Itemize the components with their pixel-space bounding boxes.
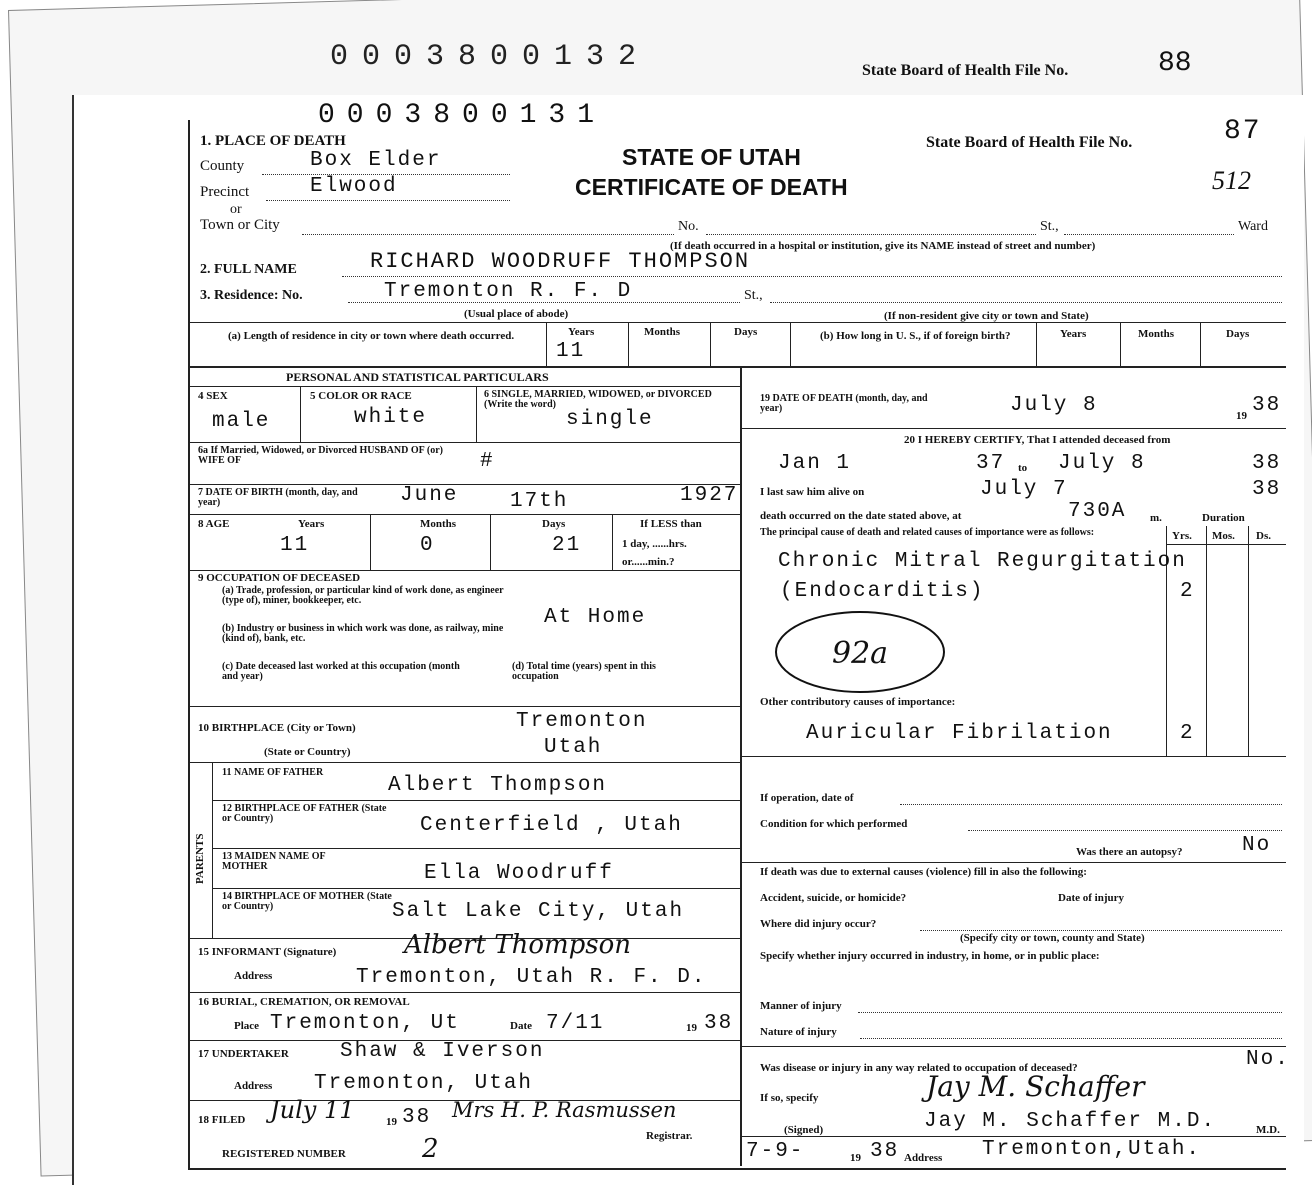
registrar-signature: Mrs H. P. Rasmussen xyxy=(452,1098,677,1122)
back-file-label: State Board of Health File No. xyxy=(862,62,1069,79)
birthplace-state: Utah xyxy=(544,736,603,759)
spouse-value: # xyxy=(480,450,495,473)
attended-from-year: 37 xyxy=(976,452,1006,475)
residence-label: 3. Residence: No. xyxy=(200,288,303,303)
autopsy-value: No xyxy=(1242,834,1272,857)
town-label: Town or City xyxy=(200,217,280,233)
cause-secondary-years: 2 xyxy=(1180,580,1195,603)
precinct-value: Elwood xyxy=(310,175,398,198)
color-value: white xyxy=(354,406,428,429)
occupation-value: At Home xyxy=(544,606,647,629)
filed-year: 38 xyxy=(402,1106,432,1129)
length-residence-label: (a) Length of residence in city or town where death occurred. xyxy=(228,330,515,342)
age-days-value: 21 xyxy=(552,534,582,557)
full-name-label: 2. FULL NAME xyxy=(200,262,297,277)
residence-value: Tremonton R. F. D xyxy=(384,280,633,303)
burial-place: Tremonton, Ut xyxy=(270,1012,460,1035)
physician-address: Tremonton,Utah. xyxy=(982,1138,1202,1161)
physician-name: Jay M. Schaffer M.D. xyxy=(924,1110,1217,1133)
back-file-number: 88 xyxy=(1158,48,1192,79)
cause-code: 92a xyxy=(832,636,889,671)
last-saw-date: July 7 xyxy=(980,478,1068,501)
registered-number: 2 xyxy=(422,1134,439,1164)
file-number: 87 xyxy=(1224,116,1262,147)
precinct-label: Precinct xyxy=(200,184,250,200)
filed-date: July 11 xyxy=(270,1096,355,1124)
certificate-title: CERTIFICATE OF DEATH xyxy=(575,174,848,200)
attended-to: July 8 xyxy=(1058,452,1146,475)
dob-year: 1927 xyxy=(680,484,739,507)
cause-secondary: (Endocarditis) xyxy=(780,580,985,603)
father-birthplace: Centerfield , Utah xyxy=(420,814,683,837)
hospital-note: (If death occurred in a hospital or institution, give its NAME instead of street and number) xyxy=(670,240,1096,252)
last-saw-year: 38 xyxy=(1252,478,1282,501)
burial-year: 38 xyxy=(704,1012,734,1035)
burial-date: 7/11 xyxy=(546,1012,605,1035)
other-cause: Auricular Fibrilation xyxy=(806,722,1113,745)
place-section-label: 1. PLACE OF DEATH xyxy=(200,133,346,149)
age-months-value: 0 xyxy=(420,534,435,557)
back-number-stamp: 0003800132 xyxy=(330,40,651,74)
attended-from: Jan 1 xyxy=(778,452,852,475)
birthplace-city: Tremonton xyxy=(516,710,648,733)
date-of-death: July 8 xyxy=(1010,394,1098,417)
mother-name: Ella Woodruff xyxy=(424,862,614,885)
informant-signature: Albert Thompson xyxy=(404,930,632,960)
number-stamp: 0003800131 xyxy=(318,100,607,131)
dob-month: June xyxy=(400,484,459,507)
file-label: State Board of Health File No. xyxy=(926,134,1133,151)
signed-date: 7-9- xyxy=(746,1140,805,1163)
cause-primary: Chronic Mitral Regurgitation xyxy=(778,550,1187,573)
mother-birthplace: Salt Lake City, Utah xyxy=(392,900,685,923)
residence-years-value: 11 xyxy=(556,340,586,363)
marital-value: single xyxy=(566,408,654,431)
death-time: 730A xyxy=(1068,500,1127,523)
personal-heading: PERSONAL AND STATISTICAL PARTICULARS xyxy=(286,370,549,384)
occupation-related: No. xyxy=(1246,1048,1290,1071)
death-year: 38 xyxy=(1252,394,1282,417)
informant-address: Tremonton, Utah R. F. D. xyxy=(356,966,707,989)
state-title: STATE OF UTAH xyxy=(622,144,801,170)
undertaker-name: Shaw & Iverson xyxy=(340,1040,545,1063)
corner-note: 512 xyxy=(1212,166,1251,195)
physician-signature: Jay M. Schaffer xyxy=(926,1070,1145,1103)
father-name: Albert Thompson xyxy=(388,774,608,797)
county-label: County xyxy=(200,158,245,174)
other-cause-years: 2 xyxy=(1180,722,1195,745)
full-name-value: RICHARD WOODRUFF THOMPSON xyxy=(370,249,751,274)
age-years-value: 11 xyxy=(280,534,310,557)
sex-value: male xyxy=(212,410,271,433)
signed-year: 38 xyxy=(870,1140,900,1163)
undertaker-address: Tremonton, Utah xyxy=(314,1072,534,1095)
attended-to-year: 38 xyxy=(1252,452,1282,475)
dob-day: 17th xyxy=(510,490,569,513)
county-value: Box Elder xyxy=(310,149,442,172)
